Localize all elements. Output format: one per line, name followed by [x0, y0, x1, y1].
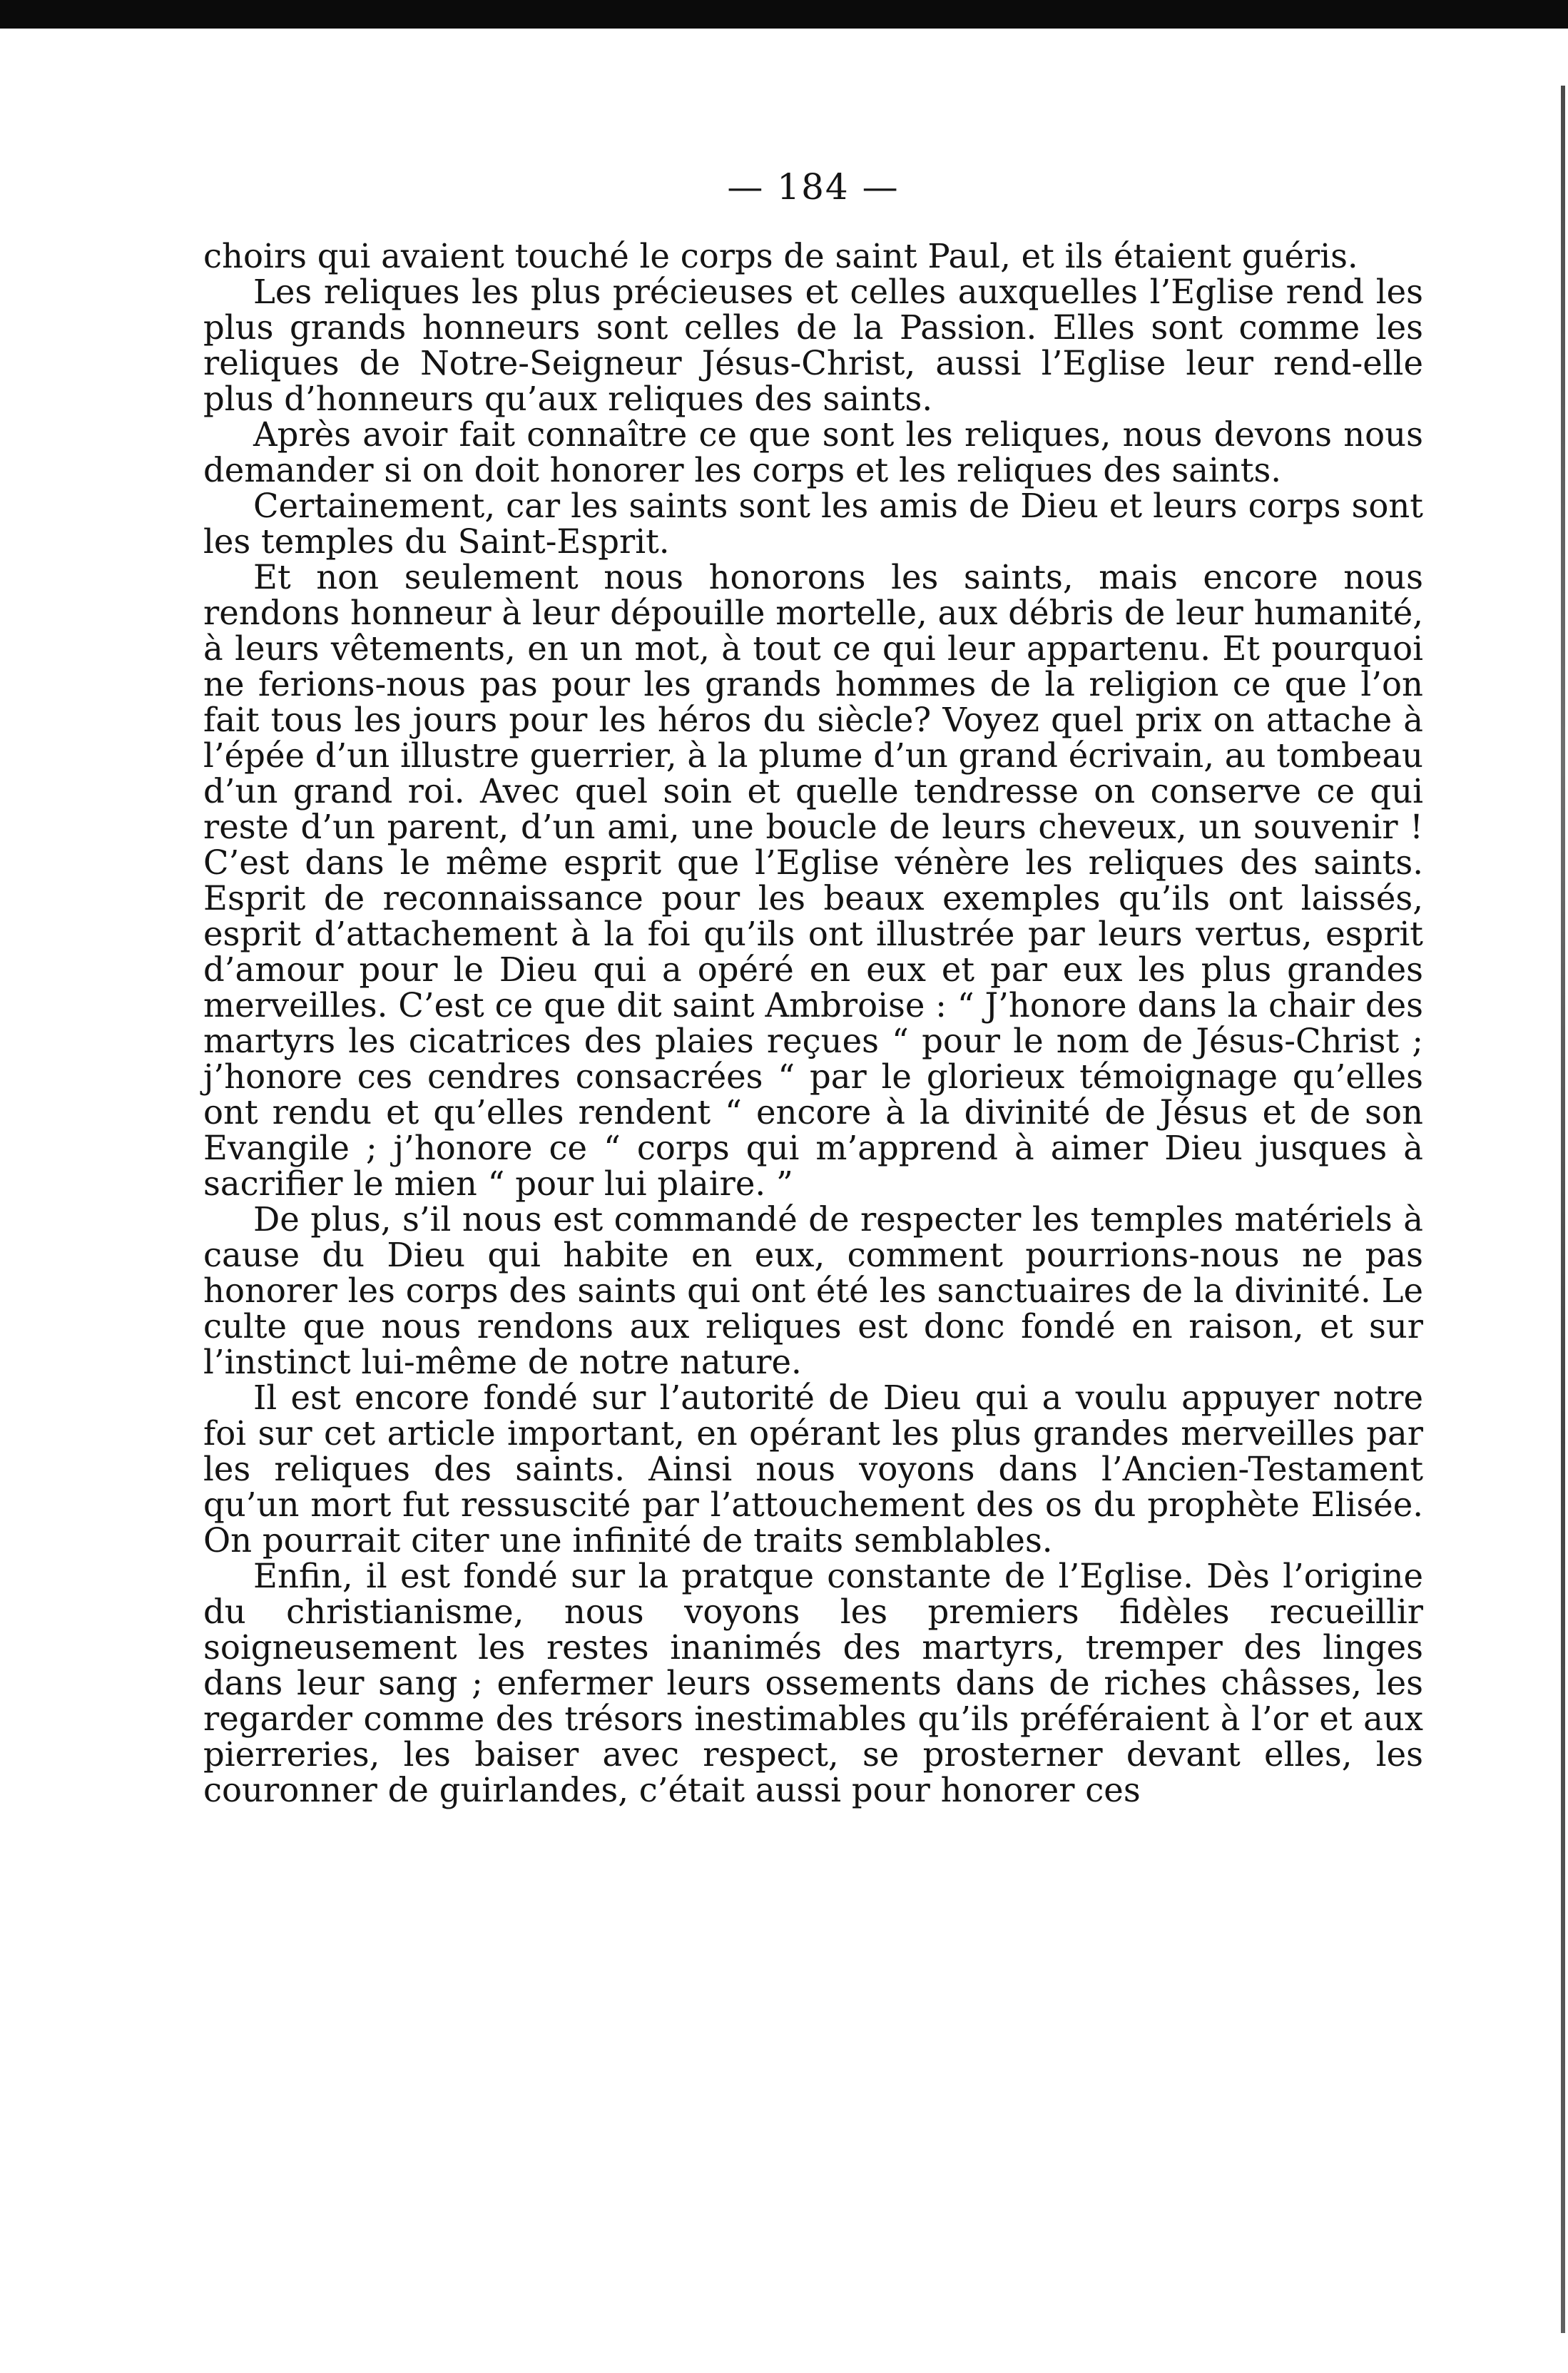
document-page [203, 164, 1423, 1808]
page-number: — 184 — [727, 166, 900, 208]
paragraph-question: Après avoir fait connaître ce que sont les reliques, nous devons nous demander si on doit honorer les corps et les reliques des saints. [203, 415, 1423, 489]
paragraph-answer: Certainement, car les saints sont les amis de Dieu et leurs corps sont les temples du Saint-Esprit. [203, 487, 1423, 561]
body-text [203, 238, 1423, 1808]
paragraph-authority: Il est encore fondé sur l’autorité de Dieu qui a voulu appuyer notre foi sur cet article important, en opérant les plus grandes merveilles par les reliques des saints. Ainsi nous voyons dans l’Ancien-Testament qu’un mort fut ressuscité par l’attouchement des os du prophète Elisée. On pourrait citer une infinité de traits semblables. [203, 1378, 1423, 1560]
paragraph-honour-remains: Et non seulement nous honorons les saints, mais encore nous rendons honneur à leur dépouille mortelle, aux débris de leur humanité, à leurs vêtements, en un mot, à tout ce qui leur appartenu. Et pourquoi ne ferions-nous pas pour les grands hommes de la religion ce que l’on fait tous les jours pour les héros du siècle? Voyez quel prix on attache à l’épée d’un illustre guerrier, à la plume d’un grand écrivain, au tombeau d’un grand roi. Avec quel soin et quelle tendresse on conserve ce qui reste d’un parent, d’un ami, une boucle de leurs cheveux, un souvenir ! C’est dans le même esprit que l’Eglise vénère les reliques des saints. Esprit de reconnaissance pour les beaux exemples qu’ils ont laissés, esprit d’attachement à la foi qu’ils ont illustrée par leurs vertus, esprit d’amour pour le Dieu qui a opéré en eux et par eux les plus grandes merveilles. C’est ce que dit saint Ambroise : “ J’honore dans la chair des martyrs les cicatrices des plaies reçues “ pour le nom de Jésus-Christ ; j’honore ces cendres consacrées “ par le glorieux témoignage qu’elles ont rendu et qu’elles rendent “ encore à la divinité de Jésus et de son Evangile ; j’honore ce “ corps qui m’apprend à aimer Dieu jusques à sacrifier le mien “ pour lui plaire. ” [203, 558, 1423, 1203]
paragraph-continuation: choirs qui avaient touché le corps de saint Paul, et ils étaient guéris. [203, 237, 1358, 275]
paragraph-practice: Enfin, il est fondé sur la pratque constante de l’Eglise. Dès l’origine du christianisme, nous voyons les premiers fidèles recueillir soigneusement les restes inanimés des martyrs, tremper des linges dans leur sang ; enfermer leurs ossements dans de riches châsses, les regarder comme des trésors inestimables qu’ils préféraient à l’or et aux pierreries, les baiser avec respect, se prosterner devant elles, les couronner de guirlandes, c’était aussi pour honorer ces [203, 1557, 1423, 1809]
scan-right-edge [1561, 86, 1565, 2333]
scan-top-border [0, 0, 1568, 29]
paragraph-passion-relics: Les reliques les plus précieuses et celles auxquelles l’Eglise rend les plus grands honneurs sont celles de la Passion. Elles sont comme les reliques de Notre-Seigneur Jésus-Christ, aussi l’Eglise leur rend-elle plus d’honneurs qu’aux reliques des saints. [203, 273, 1423, 418]
paragraph-temples: De plus, s’il nous est commandé de respecter les temples matériels à cause du Dieu qui habite en eux, comment pourrions-nous ne pas honorer les corps des saints qui ont été les sanctuaires de la divinité. Le culte que nous rendons aux reliques est donc fondé en raison, et sur l’instinct lui-même de notre nature. [203, 1200, 1423, 1381]
